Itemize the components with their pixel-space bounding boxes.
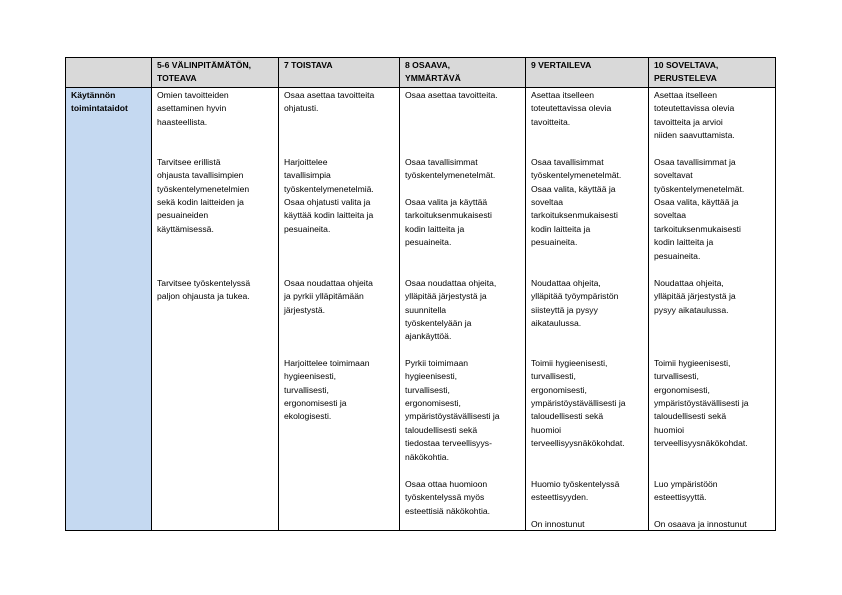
- table-row: [66, 87, 776, 530]
- criterion-methods: Osaa tavallisimmat työskentelymenetelmät. Osaa valita ja käyttää tarkoituksenmukaisesti kodin laitteita ja pesuaineita.: [405, 156, 496, 248]
- criterion-goals: Osaa asettaa tavoitteita.: [405, 89, 498, 100]
- criterion-aesthetics: Osaa ottaa huomioon työskentelyssä myös esteettisiä näkökohtia.: [405, 478, 491, 516]
- criterion-methods: Tarvitsee erillistä ohjausta tavallisimpien työskentelymenetelmien sekä kodin laitteiden ja pesuaineiden käyttämisessä.: [157, 156, 250, 234]
- criterion-methods: Osaa tavallisimmat ja soveltavat työskentelymenetelmät. Osaa valita, käyttää ja soveltaa tarkoituksenmukaisesti kodin laitteita ja pesuaineita.: [654, 156, 745, 261]
- criterion-hygiene: Toimii hygieenisesti, turvallisesti, ergonomisesti, ympäristöystävällisesti ja taloudellisesti sekä huomioi terveellisyysnäkökohdat.: [531, 357, 626, 449]
- criterion-instructions: Osaa noudattaa ohjeita, ylläpitää järjestystä ja suunnitella työskentelyään ja ajankäyttöä.: [405, 277, 497, 342]
- criterion-goals: Omien tavoitteiden asettaminen hyvin haasteellista.: [157, 89, 229, 127]
- header-corner-cell: [66, 58, 152, 88]
- criterion-aesthetics: Luo ympäristöön esteettisyyttä. On osaava ja innostunut: [654, 478, 747, 530]
- row-label-cell: [66, 87, 152, 530]
- criterion-goals: Asettaa itselleen toteutettavissa olevia tavoitteita ja arvioi niiden saavuttamista.: [654, 89, 735, 141]
- criterion-aesthetics: Huomio työskentelyssä esteettisyyden. On innostunut: [531, 478, 620, 530]
- criterion-methods: Harjoittelee tavallisimpia työskentelymenetelmiä. Osaa ohjatusti valita ja käyttää kodin laitteita ja pesuaineita.: [284, 156, 374, 234]
- criterion-instructions: Tarvitsee työskentelyssä paljon ohjausta ja tukea.: [157, 277, 251, 302]
- criterion-goals: Osaa asettaa tavoitteita ohjatusti.: [284, 89, 375, 114]
- level-9-cell: [526, 87, 649, 530]
- level-5-6-cell: [152, 87, 279, 530]
- level-8-header: 8 OSAAVA, YMMÄRTÄVÄ: [400, 58, 526, 88]
- criterion-instructions: Noudattaa ohjeita, ylläpitää järjestystä ja pysyy aikataulussa.: [654, 277, 736, 315]
- level-7-cell: [279, 87, 400, 530]
- level-5-6-header: 5-6 VÄLINPITÄMÄTÖN, TOTEAVA: [152, 58, 279, 88]
- level-8-cell: [400, 87, 526, 530]
- level-9-header: 9 VERTAILEVA: [526, 58, 649, 88]
- level-7-header: 7 TOISTAVA: [279, 58, 400, 88]
- criterion-methods: Osaa tavallisimmat työskentelymenetelmät. Osaa valita, käyttää ja soveltaa tarkoituksenmukaisesti kodin laitteita ja pesuaineita.: [531, 156, 622, 248]
- assessment-rubric-table: [65, 57, 776, 531]
- criterion-goals: Asettaa itselleen toteutettavissa olevia tavoitteita.: [531, 89, 612, 127]
- level-10-header: 10 SOVELTAVA, PERUSTELEVA: [649, 58, 776, 88]
- criterion-hygiene: Harjoittelee toimimaan hygieenisesti, turvallisesti, ergonomisesti ja ekologisesti.: [284, 357, 370, 422]
- header-row: [66, 58, 776, 88]
- criterion-instructions: Osaa noudattaa ohjeita ja pyrkii ylläpitämään järjestystä.: [284, 277, 373, 315]
- criterion-instructions: Noudattaa ohjeita, ylläpitää työympäristön siisteyttä ja pysyy aikataulussa.: [531, 277, 619, 329]
- criterion-hygiene: Toimii hygieenisesti, turvallisesti, ergonomisesti, ympäristöystävällisesti ja taloudellisesti sekä huomioi terveellisyysnäkökohdat.: [654, 357, 749, 449]
- criterion-hygiene: Pyrkii toimimaan hygieenisesti, turvallisesti, ergonomisesti, ympäristöystävällisesti ja taloudellisesti sekä tiedostaa terveellisyys- näkökohtia.: [405, 357, 500, 462]
- row-label: Käytännön toimintataidot: [71, 89, 128, 114]
- level-10-cell: [649, 87, 776, 530]
